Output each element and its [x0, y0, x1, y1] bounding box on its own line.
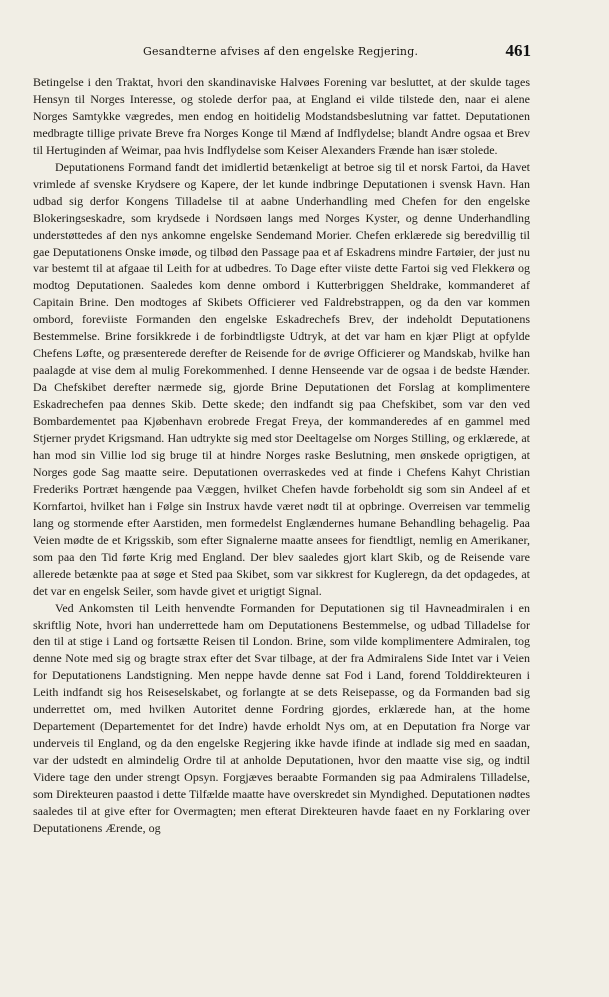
- page-number: 461: [505, 41, 531, 60]
- paragraph-continued: Betingelse i den Traktat, hvori den skandinaviske Halvøes Forening var besluttet, at der skulde tages Hensyn til Norges Interesse, og stolede derfor paa, at England ei vilde tilstede den, naar ei alene Norges Samtykke vægredes, men endog en hoitidelig Modstandsbeslutning var fattet. Deputationen medbragte tillige private Breve fra Norges Konge til Mænd af Indflydelse; blandt Andre ogsaa et Brev til Hertuginden af Weimar, paa hvis Indflydelse som Keiser Alexanders Frænde han især stolede.: [33, 75, 530, 157]
- running-title: Gesandterne afvises af den engelske Regjering.: [143, 45, 419, 58]
- paragraph: Deputationens Formand fandt det imidlertid betænkeligt at betroe sig til et norsk Fartoi, da Havet vrimlede af svenske Krydsere og Kapere, der let kunde indbringe Deputationen i svensk Havn. Han udbad sig derfor Kongens Tilladelse til at aabne Underhandling med Chefen for den engelske Blokeringseskadre, som krydsede i Nordsøen langs med Norges Kyster, og denne Underhandling understøttedes af den nys ankomne engelske Sendemand Morier. Chefen erklærede sig beredvillig til gae Deputationens Onske imøde, og tilbød den Passage paa et af Eskadrens mindre Fartøier, der just nu var bestemt til at afgaae til Leith for at udbedres. To Dage efter viiste dette Fartoi sig ved Flekkerø og modtog Deputationen. Saaledes kom denne ombord i Kutterbriggen Sheldrake, kommanderet af Capitain Brine. Den modtoges af Skibets Officierer ved Faldrebstrappen, og da den var kommen ombord, foreviiste Formanden den engelske Eskadrechefs Brev, der indeholdt Deputationens Bestemmelse. Brine forsikkrede i de forbindtligste Udtryk, at det var ham en kjær Pligt at opfylde Chefens Løfte, og præsenterede derefter de Reisende for de øvrige Officierer og Mandskab, hvilke han paalagde at vise dem al mulig Forekommenhed. I denne Henseende var de ogsaa i de bedste Hænder. Da Chefskibet derefter nærmede sig, gjorde Brine Deputationen det Forslag at komplimentere Eskadrechefen paa dennes Skib. Dette skede; den indfandt sig paa Chefskibet, som var den ved Bombardementet paa Kjøbenhavn erobrede Fregat Freya, der kommanderedes af en gammel med Stjerner prydet Krigsmand. Han udtrykte sig med stor Deeltagelse om Norges Stilling, og erklærede, at han mod sin Villie lod sig bruge til at hindre Norges raske Beslutning, men ønskede oprigtigen, at Norges gode Sag maatte seire. Deputationen overraskedes ved at finde i Chefens Kahyt Christian Frederiks Portræt hængende paa Væggen, hvilket Chefen havde forbeholdt sig som sin Andeel af et Kornfartoi, hvilket han i Følge sin Instrux havde været nødt til at opbringe. Overreisen var temmelig lang og stormende efter Aarstiden, men formedelst Englændernes humane Behandling behagelig. Paa Veien mødte de et Krigsskib, som efter Signalerne maatte ansees for fiendtligt, nemlig en Amerikaner, som paa den Tid førte Krig med England. Der blev saaledes gjort klart Skib, og de Reisende vare allerede betænkte paa at søge et Sted paa Skibet, som var sikkrest for Kugleregn, da det opdagedes, at det var en engelsk Seiler, som havde givet et urigtigt Signal.: [33, 159, 530, 598]
- page-header: [33, 41, 531, 64]
- paragraph: Ved Ankomsten til Leith henvendte Formanden for Deputationen sig til Havneadmiralen i en skriftlig Note, hvori han underrettede ham om Deputationens Bestemmelse, og udbad Tilladelse for den til at stige i Land og fortsætte Reisen til London. Brine, som vilde komplimentere Admiralen, tog denne Note med sig og bragte strax efter det Svar tilbage, at der fra Admiralens Side Intet var i Veien for Deputationens Landstigning. Men neppe havde denne sat Fod i Land, forend Tolddirekteuren i Leith indfandt sig hos Reiseselskabet, og forlangte at se dets Reisepasse, og da Formanden bad sig underrettet om, med hvilken Autoritet denne Fordring gjordes, erklærede han, at the home Departement (Departementet for det Indre) havde erholdt Nys om, at en Deputation fra Norge var underveis til England, og da den engelske Regjering ikke havde ifinde at indlade sig med en saadan, var der udstedt en almindelig Ordre til at anholde Deputationen, hvor den maatte vise sig, og indtil Videre tage den under strengt Opsyn. Forgjæves beraabte Formanden sig paa Admiralens Tilladelse, som Direkteuren paastod i dette Tilfælde maatte have overskredet sin Myndighed. Deputationen nødtes saaledes til at give efter for Overmagten; men efterat Direkteuren havde faaet en ny Forklaring over Deputationens Ærende, og: [33, 600, 530, 835]
- body-text: [33, 74, 530, 837]
